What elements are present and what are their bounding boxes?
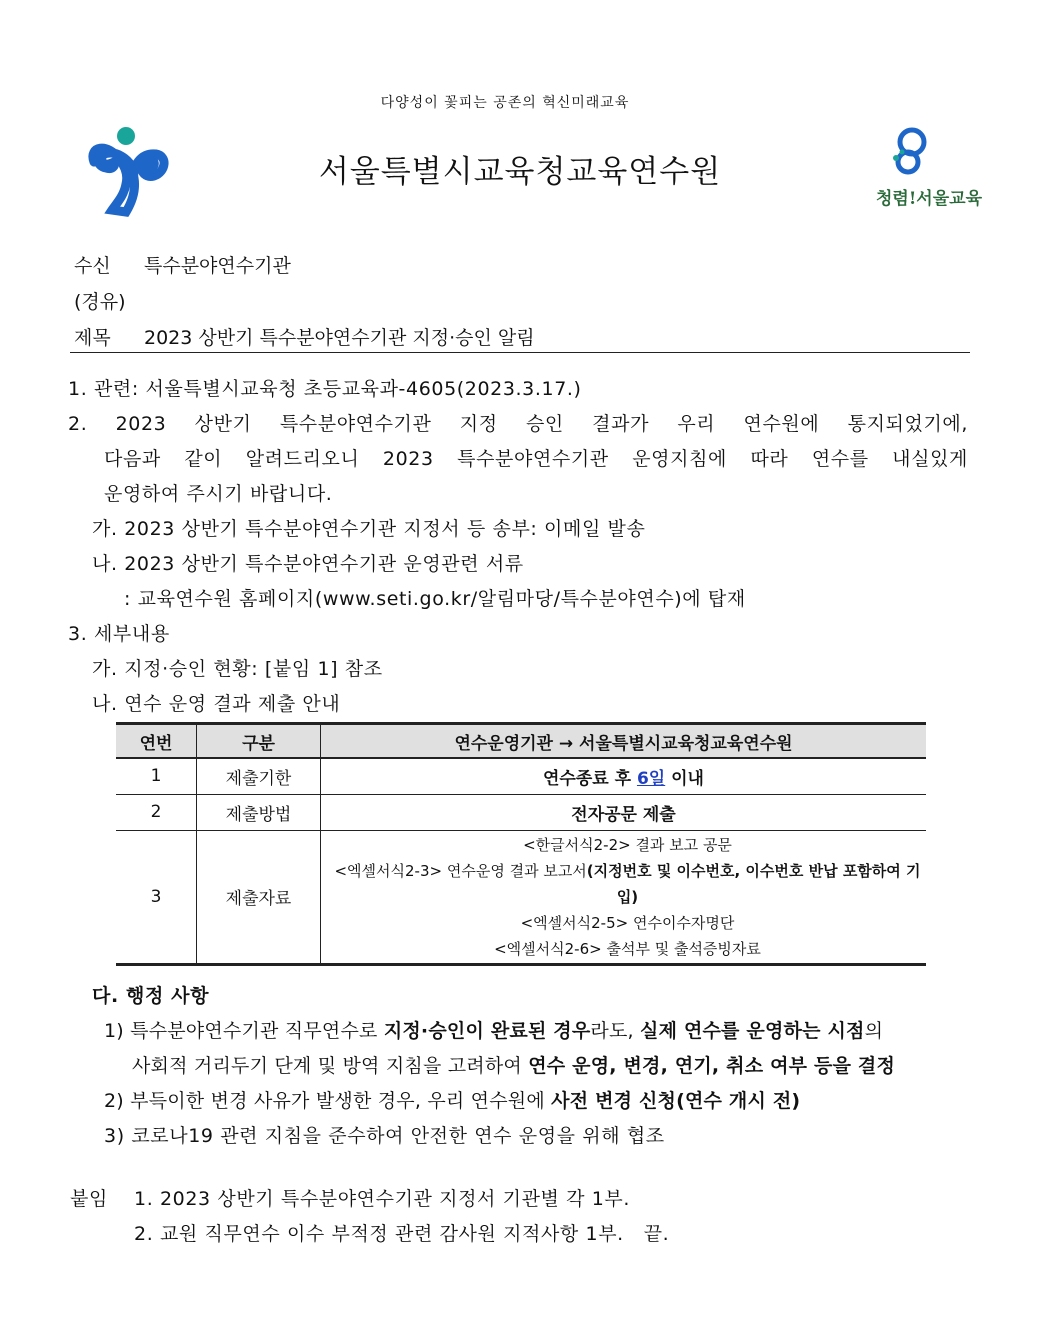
table-cell: 제출자료 xyxy=(197,830,321,964)
table-row xyxy=(116,758,926,794)
table-row xyxy=(116,830,926,964)
deadline-days-link[interactable]: 6일 xyxy=(636,768,666,789)
document-item: <엑셀서식2-5> 연수이수자명단 xyxy=(520,913,735,932)
table-cell: 3 xyxy=(116,830,197,964)
body-item-2-na: 나. 2023 상반기 특수분야연수기관 운영관련 서류 xyxy=(92,553,524,575)
logo-slogan-text: 청렴!서울교육 xyxy=(876,189,982,209)
body-item-2-na-detail: : 교육연수원 홈페이지(www.seti.go.kr/알림마당/특수분야연수)에 탑재 xyxy=(124,588,746,610)
table-cell: 2 xyxy=(116,794,197,830)
table-cell: 1 xyxy=(116,758,197,794)
table-header: 연수운영기관 → 서울특별시교육청교육연수원 xyxy=(321,724,927,759)
admin-text: 라도, xyxy=(590,1020,641,1042)
document-item: <한글서식2-2> 결과 보고 공문 xyxy=(523,835,732,854)
organization-name: 서울특별시교육청교육연수원 xyxy=(318,154,722,190)
admin-bold-text: 연수 운영, 변경, 연기, 취소 여부 등을 결정 xyxy=(528,1055,896,1077)
body-item-3: 3. 세부내용 xyxy=(68,623,170,645)
body-item-1: 1. 관련: 서울특별시교육청 초등교육과-4605(2023.3.17.) xyxy=(68,378,582,400)
attachments-label: 붙임 xyxy=(70,1188,108,1210)
recipient-line xyxy=(74,251,291,278)
subject-label: 제목 xyxy=(74,327,111,349)
admin-text: 의 xyxy=(864,1020,884,1042)
attachment-item-1: 1. 2023 상반기 특수분야연수기관 지정서 기관별 각 1부. xyxy=(134,1188,631,1210)
document-item-label: <엑셀서식2-3> 연수운영 결과 보고서 xyxy=(334,861,587,880)
document-item-note: (지정번호 및 이수번호, 이수번호 반납 포함하여 기입) xyxy=(586,861,921,906)
body-item-3-na: 나. 연수 운영 결과 제출 안내 xyxy=(92,693,341,715)
table-cell: 전자공문 제출 xyxy=(321,794,927,830)
admin-item-1-line1 xyxy=(104,1016,968,1043)
via-line: (경유) xyxy=(74,291,126,313)
table-cell xyxy=(321,758,927,794)
table-header: 구분 xyxy=(197,724,321,759)
table-cell: 제출방법 xyxy=(197,794,321,830)
body-item-2-line1: 2. 2023 상반기 특수분야연수기관 지정 승인 결과가 우리 연수원에 통지되었기에, xyxy=(68,413,968,435)
document-item xyxy=(329,858,926,910)
deadline-text-suffix: 이내 xyxy=(665,768,704,789)
subject-line xyxy=(74,323,535,350)
admin-bold-text: 사전 변경 신청(연수 개시 전) xyxy=(551,1090,801,1112)
table-header-row xyxy=(116,724,926,759)
admin-item-3: 3) 코로나19 관련 지침을 준수하여 안전한 연수 운영을 위해 협조 xyxy=(104,1125,665,1147)
admin-section-title: 다. 행정 사항 xyxy=(92,985,210,1007)
body-item-2-line3: 운영하여 주시기 바랍니다. xyxy=(104,483,333,505)
table-header: 연번 xyxy=(116,724,197,759)
body-item-3-ga: 가. 지정·승인 현황: [붙임 1] 참조 xyxy=(92,658,383,680)
admin-item-1-line2 xyxy=(132,1051,895,1078)
table-cell: 제출기한 xyxy=(197,758,321,794)
submission-table xyxy=(116,722,926,966)
body-item-2-ga: 가. 2023 상반기 특수분야연수기관 지정서 등 송부: 이메일 발송 xyxy=(92,518,646,540)
admin-bold-text: 지정·승인이 완료된 경우 xyxy=(383,1020,591,1042)
admin-text: 사회적 거리두기 단계 및 방역 지침을 고려하여 xyxy=(132,1055,529,1077)
slogan: 다양성이 꽃피는 공존의 혁신미래교육 xyxy=(380,95,630,111)
admin-bold-text: 실제 연수를 운영하는 시점 xyxy=(640,1020,865,1042)
recipient-label: 수신 xyxy=(74,255,111,277)
subject: 2023 상반기 특수분야연수기관 지정·승인 알림 xyxy=(144,327,535,349)
document-item: <엑셀서식2-6> 출석부 및 출석증빙자료 xyxy=(494,939,761,958)
admin-item-2 xyxy=(104,1086,800,1113)
clean-seoul-education-logo-icon xyxy=(872,122,982,214)
recipient: 특수분야연수기관 xyxy=(144,255,291,277)
table-cell xyxy=(321,830,927,964)
admin-text: 1) 특수분야연수기관 직무연수로 xyxy=(104,1020,384,1042)
attachment-item-2: 2. 교원 직무연수 이수 부적정 관련 감사원 지적사항 1부. 끝. xyxy=(134,1223,670,1245)
deadline-text: 연수종료 후 xyxy=(543,768,637,789)
header-divider xyxy=(70,352,970,353)
table-row xyxy=(116,794,926,830)
admin-text: 2) 부득이한 변경 사유가 발생한 경우, 우리 연수원에 xyxy=(104,1090,552,1112)
body-item-2-line2: 다음과 같이 알려드리오니 2023 특수분야연수기관 운영지침에 따라 연수를 내실있게 xyxy=(104,448,968,470)
